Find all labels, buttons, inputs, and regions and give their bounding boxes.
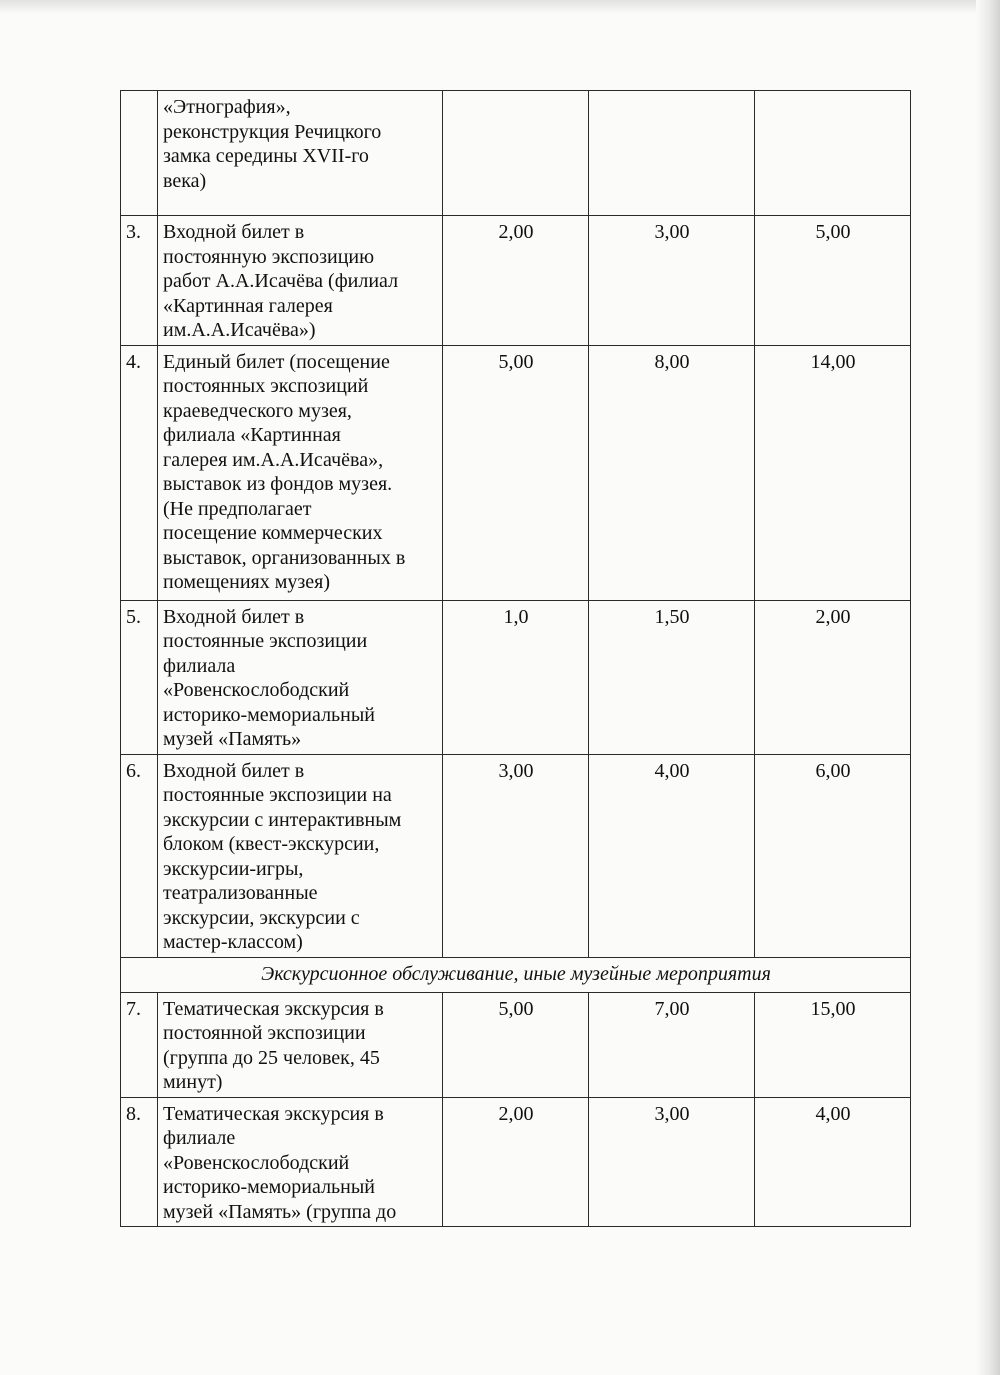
description-line: Входной билет в: [163, 759, 305, 782]
description-line: замка середины XVII-го: [163, 145, 369, 167]
price-cell-2: 3,00: [589, 1097, 755, 1227]
price-cell-2: 3,00: [589, 216, 755, 346]
price-cell-2: [589, 91, 755, 216]
description-line: филиале: [163, 1127, 236, 1149]
description-line: Входной билет в: [163, 605, 305, 628]
description-line: реконструкция Речицкого: [163, 120, 382, 143]
description-line: филиала: [163, 654, 236, 677]
price-cell-3: 5,00: [755, 216, 911, 346]
price-cell-1: 5,00: [443, 345, 589, 600]
price-cell-3: 6,00: [755, 754, 911, 957]
description-line: постоянные экспозиции: [163, 630, 368, 652]
description-line: постоянные экспозиции на: [163, 784, 392, 806]
service-description: [158, 992, 443, 1097]
section-header-row: [121, 957, 911, 992]
row-number: 3.: [121, 216, 158, 346]
price-table: [120, 90, 911, 1227]
price-cell-2: 7,00: [589, 992, 755, 1097]
service-description: [158, 345, 443, 600]
price-cell-3: [755, 91, 911, 216]
description-line: блоком (квест-экскурсии,: [163, 833, 380, 855]
description-line: Входной билет в: [163, 221, 305, 243]
price-cell-1: 3,00: [443, 754, 589, 957]
description-line: (группа до 25 человек, 45: [163, 1046, 380, 1069]
price-cell-3: 14,00: [755, 345, 911, 600]
description-line: историко-мемориальный: [163, 1176, 376, 1198]
table-row: [121, 754, 911, 957]
description-line: помещениях музея): [163, 571, 331, 593]
description-line: минут): [163, 1071, 223, 1093]
description-line: посещение коммерческих: [163, 522, 383, 544]
description-line: музей «Память» (группа до: [163, 1200, 397, 1223]
table-row: [121, 992, 911, 1097]
description-line: театрализованные: [163, 882, 318, 904]
description-line: Тематическая экскурсия в: [163, 1102, 384, 1125]
description-line: мастер-классом): [163, 931, 303, 953]
description-line: постоянной экспозиции: [163, 1022, 366, 1044]
price-cell-3: 4,00: [755, 1097, 911, 1227]
description-line: историко-мемориальный: [163, 703, 376, 726]
description-line: Единый билет (посещение: [163, 350, 390, 373]
service-description: [158, 754, 443, 957]
description-line: «Ровенскослободский: [163, 1151, 350, 1174]
description-line: (Не предполагает: [163, 497, 312, 520]
price-cell-1: 2,00: [443, 216, 589, 346]
description-line: выставок из фондов музея.: [163, 473, 393, 495]
row-number: 5.: [121, 600, 158, 754]
description-line: постоянных экспозиций: [163, 375, 369, 397]
description-line: музей «Память»: [163, 728, 302, 750]
row-number: 6.: [121, 754, 158, 957]
price-cell-1: 2,00: [443, 1097, 589, 1227]
service-description: [158, 600, 443, 754]
service-description: [158, 1097, 443, 1227]
price-cell-3: 2,00: [755, 600, 911, 754]
price-cell-3: 15,00: [755, 992, 911, 1097]
row-number: 8.: [121, 1097, 158, 1227]
description-line: экскурсии-игры,: [163, 857, 304, 880]
price-cell-2: 8,00: [589, 345, 755, 600]
row-number: [121, 91, 158, 216]
description-line: филиала «Картинная: [163, 424, 341, 446]
price-cell-1: [443, 91, 589, 216]
price-cell-2: 4,00: [589, 754, 755, 957]
table-row: [121, 600, 911, 754]
description-line: «Ровенскослободский: [163, 679, 350, 701]
service-description: [158, 216, 443, 346]
table-row: [121, 216, 911, 346]
description-line: Тематическая экскурсия в: [163, 997, 384, 1020]
price-cell-1: 1,0: [443, 600, 589, 754]
page-top-shadow: [0, 0, 1000, 14]
table-row: [121, 345, 911, 600]
table-row: [121, 91, 911, 216]
description-line: «Этнография»,: [163, 96, 291, 118]
description-line: галерея им.А.А.Исачёва»,: [163, 448, 384, 471]
description-line: им.А.А.Исачёва»): [163, 319, 316, 341]
service-description: [158, 91, 443, 216]
description-line: экскурсии с интерактивным: [163, 808, 402, 831]
description-line: «Картинная галерея: [163, 294, 333, 317]
row-number: 7.: [121, 992, 158, 1097]
section-title: Экскурсионное обслуживание, иные музейные мероприятия: [121, 957, 911, 992]
price-cell-2: 1,50: [589, 600, 755, 754]
row-number: 4.: [121, 345, 158, 600]
page-edge-shadow: [976, 0, 1000, 1375]
description-line: краеведческого музея,: [163, 399, 352, 422]
description-line: экскурсии, экскурсии с: [163, 906, 360, 929]
price-cell-1: 5,00: [443, 992, 589, 1097]
description-line: постоянную экспозицию: [163, 245, 375, 268]
description-line: выставок, организованных в: [163, 546, 406, 569]
description-line: работ А.А.Исачёва (филиал: [163, 270, 399, 292]
table-row: [121, 1097, 911, 1227]
description-line: века): [163, 169, 207, 192]
